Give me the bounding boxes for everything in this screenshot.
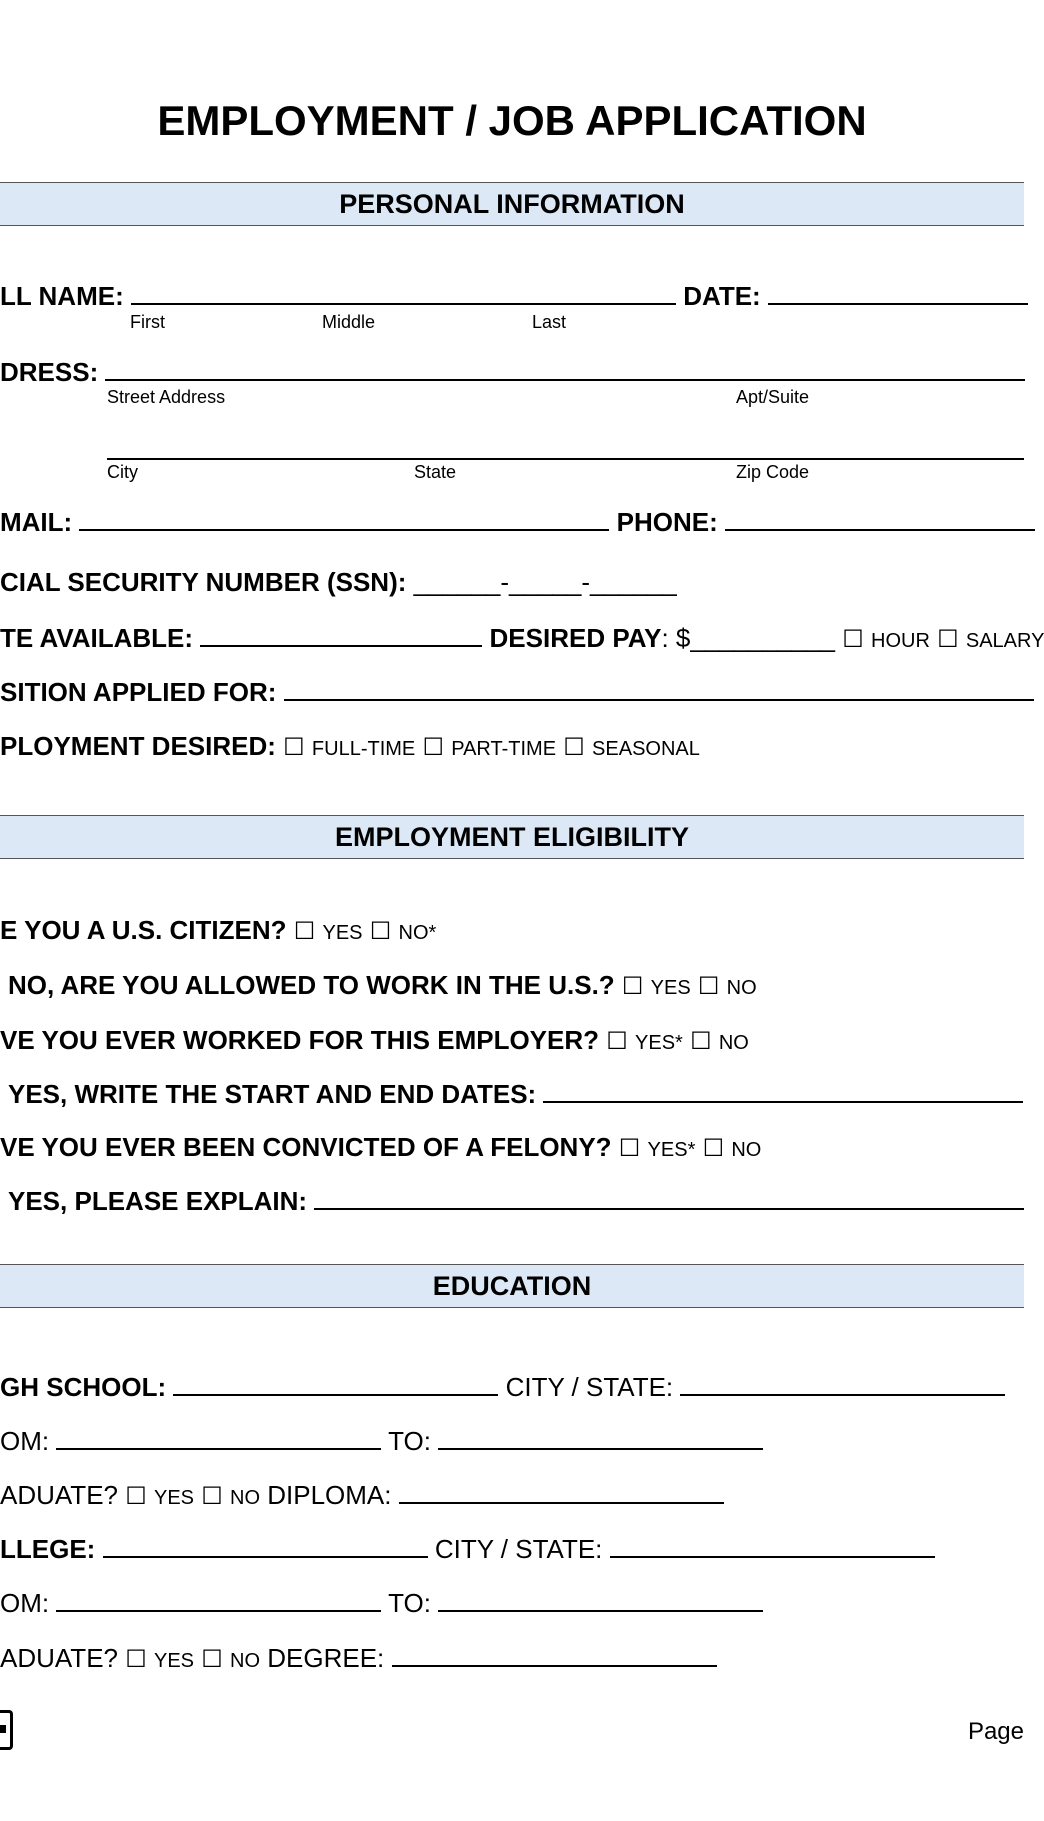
page-number: Page — [967, 1718, 1024, 1745]
high-school-no-label: NO — [230, 1487, 260, 1509]
page-title: EMPLOYMENT / JOB APPLICATION — [157, 97, 867, 144]
availability-pay-row — [0, 621, 1044, 657]
felony-no-checkbox[interactable]: ☐ — [702, 1135, 725, 1162]
felony-row — [0, 1131, 761, 1166]
college-row — [0, 1532, 935, 1565]
position-input[interactable] — [284, 675, 1034, 701]
city-state-zip-input[interactable] — [107, 438, 1024, 460]
part-time-label: PART-TIME — [451, 738, 557, 760]
college-to-input[interactable] — [438, 1586, 763, 1612]
section-education: EDUCATION — [0, 1264, 1024, 1308]
start-end-dates-row — [8, 1077, 1023, 1110]
high-school-city-state-label: CITY / STATE: — [505, 1372, 674, 1402]
email-phone-row — [0, 505, 1035, 538]
logo-icon — [0, 1710, 13, 1750]
high-school-no-checkbox[interactable]: ☐ — [201, 1483, 223, 1510]
date-label: DATE: — [683, 281, 761, 311]
college-from-label: OM: — [0, 1588, 50, 1618]
city-caption: City — [107, 462, 138, 482]
college-graduate-row — [0, 1641, 717, 1677]
start-end-dates-input[interactable] — [543, 1077, 1023, 1103]
zip-caption: Zip Code — [736, 462, 810, 482]
full-time-label: FULL-TIME — [311, 738, 416, 760]
work-allowed-question: NO, ARE YOU ALLOWED TO WORK IN THE U.S.? — [8, 970, 615, 1000]
college-city-state-label: CITY / STATE: — [434, 1534, 603, 1564]
worked-before-question: VE YOU EVER WORKED FOR THIS EMPLOYER? — [0, 1025, 600, 1055]
desired-pay-label: DESIRED PAY — [489, 623, 662, 653]
high-school-graduate-row — [0, 1478, 724, 1514]
worked-before-yes-label: YES* — [635, 1032, 683, 1054]
high-school-to-label: TO: — [388, 1426, 431, 1456]
high-school-to-input[interactable] — [438, 1424, 763, 1450]
citizen-yes-checkbox[interactable]: ☐ — [293, 918, 316, 945]
college-city-state-input[interactable] — [610, 1532, 935, 1558]
citizen-no-checkbox[interactable]: ☐ — [369, 918, 392, 945]
worked-before-yes-checkbox[interactable]: ☐ — [606, 1028, 628, 1055]
date-available-input[interactable] — [200, 621, 482, 647]
state-caption: State — [414, 462, 457, 482]
section-personal-information: PERSONAL INFORMATION — [0, 182, 1024, 226]
phone-label: PHONE: — [616, 507, 718, 537]
hour-checkbox[interactable]: ☐ — [842, 626, 864, 653]
section-employment-eligibility: EMPLOYMENT ELIGIBILITY — [0, 815, 1024, 859]
diploma-input[interactable] — [399, 1478, 724, 1504]
citizen-question: E YOU A U.S. CITIZEN? — [0, 915, 287, 945]
phone-input[interactable] — [725, 505, 1035, 531]
street-address-caption: Street Address — [107, 387, 226, 407]
felony-yes-label: YES* — [647, 1139, 696, 1161]
high-school-from-label: OM: — [0, 1426, 50, 1456]
worked-before-no-checkbox[interactable]: ☐ — [690, 1028, 712, 1055]
high-school-yes-checkbox[interactable]: ☐ — [125, 1483, 147, 1510]
college-from-input[interactable] — [56, 1586, 381, 1612]
start-end-dates-label: YES, WRITE THE START AND END DATES: — [8, 1079, 537, 1109]
ssn-input[interactable]: ______-_____-______ — [413, 567, 677, 597]
felony-explain-input[interactable] — [314, 1184, 1024, 1210]
position-row — [0, 675, 1034, 708]
ssn-row — [0, 566, 677, 598]
hour-label: HOUR — [871, 630, 930, 652]
high-school-input[interactable] — [173, 1370, 498, 1396]
employment-desired-label: PLOYMENT DESIRED: — [0, 731, 276, 761]
apt-suite-caption: Apt/Suite — [736, 387, 810, 407]
email-label: MAIL: — [0, 507, 73, 537]
position-label: SITION APPLIED FOR: — [0, 677, 277, 707]
citizen-no-label: NO* — [398, 922, 437, 944]
address-label: DRESS: — [0, 357, 99, 387]
degree-label: DEGREE: — [267, 1643, 385, 1673]
felony-explain-row — [8, 1184, 1024, 1217]
high-school-row — [0, 1370, 1005, 1403]
felony-no-label: NO — [731, 1139, 762, 1161]
name-last-caption: Last — [532, 312, 567, 332]
felony-question: VE YOU EVER BEEN CONVICTED OF A FELONY? — [0, 1132, 612, 1162]
worked-before-row — [0, 1024, 749, 1059]
work-allowed-yes-checkbox[interactable]: ☐ — [621, 973, 644, 1000]
diploma-label: DIPLOMA: — [267, 1480, 392, 1510]
work-allowed-row — [8, 969, 757, 1004]
college-no-checkbox[interactable]: ☐ — [201, 1646, 223, 1673]
high-school-dates-row — [0, 1424, 763, 1457]
citizen-row — [0, 914, 436, 949]
street-address-input[interactable] — [105, 355, 1025, 381]
college-input[interactable] — [103, 1532, 428, 1558]
work-allowed-no-checkbox[interactable]: ☐ — [697, 973, 720, 1000]
degree-input[interactable] — [392, 1641, 717, 1667]
full-name-input[interactable] — [131, 279, 676, 305]
high-school-label: GH SCHOOL: — [0, 1372, 167, 1402]
college-to-label: TO: — [388, 1588, 431, 1618]
citizen-yes-label: YES — [322, 922, 363, 944]
full-time-checkbox[interactable]: ☐ — [283, 734, 305, 761]
college-no-label: NO — [230, 1650, 260, 1672]
work-allowed-yes-label: YES — [650, 977, 691, 999]
name-first-caption: First — [130, 312, 165, 332]
full-name-row — [0, 279, 1028, 312]
employment-desired-row — [0, 730, 700, 765]
part-time-checkbox[interactable]: ☐ — [422, 734, 444, 761]
desired-pay-input[interactable]: __________ — [690, 623, 836, 653]
high-school-city-state-input[interactable] — [680, 1370, 1005, 1396]
name-middle-caption: Middle — [322, 312, 376, 332]
college-yes-label: YES — [153, 1650, 195, 1672]
address-row — [0, 355, 1025, 388]
high-school-graduate-label: ADUATE? — [0, 1480, 118, 1510]
high-school-yes-label: YES — [153, 1487, 195, 1509]
college-label: LLEGE: — [0, 1534, 96, 1564]
seasonal-label: SEASONAL — [592, 738, 700, 760]
work-allowed-no-label: NO — [726, 977, 757, 999]
high-school-from-input[interactable] — [56, 1424, 381, 1450]
email-input[interactable] — [79, 505, 609, 531]
college-dates-row — [0, 1586, 763, 1619]
seasonal-checkbox[interactable]: ☐ — [563, 734, 585, 761]
salary-label: SALARY — [965, 630, 1044, 652]
date-input[interactable] — [768, 279, 1028, 305]
desired-pay-prefix: : $ — [661, 623, 691, 653]
college-yes-checkbox[interactable]: ☐ — [125, 1646, 147, 1673]
felony-explain-label: YES, PLEASE EXPLAIN: — [8, 1186, 308, 1216]
salary-checkbox[interactable]: ☐ — [937, 626, 959, 653]
date-available-label: TE AVAILABLE: — [0, 623, 194, 653]
college-graduate-label: ADUATE? — [0, 1643, 118, 1673]
felony-yes-checkbox[interactable]: ☐ — [618, 1135, 641, 1162]
full-name-label: LL NAME: — [0, 281, 124, 311]
ssn-label: CIAL SECURITY NUMBER (SSN): — [0, 567, 407, 597]
worked-before-no-label: NO — [718, 1032, 749, 1054]
